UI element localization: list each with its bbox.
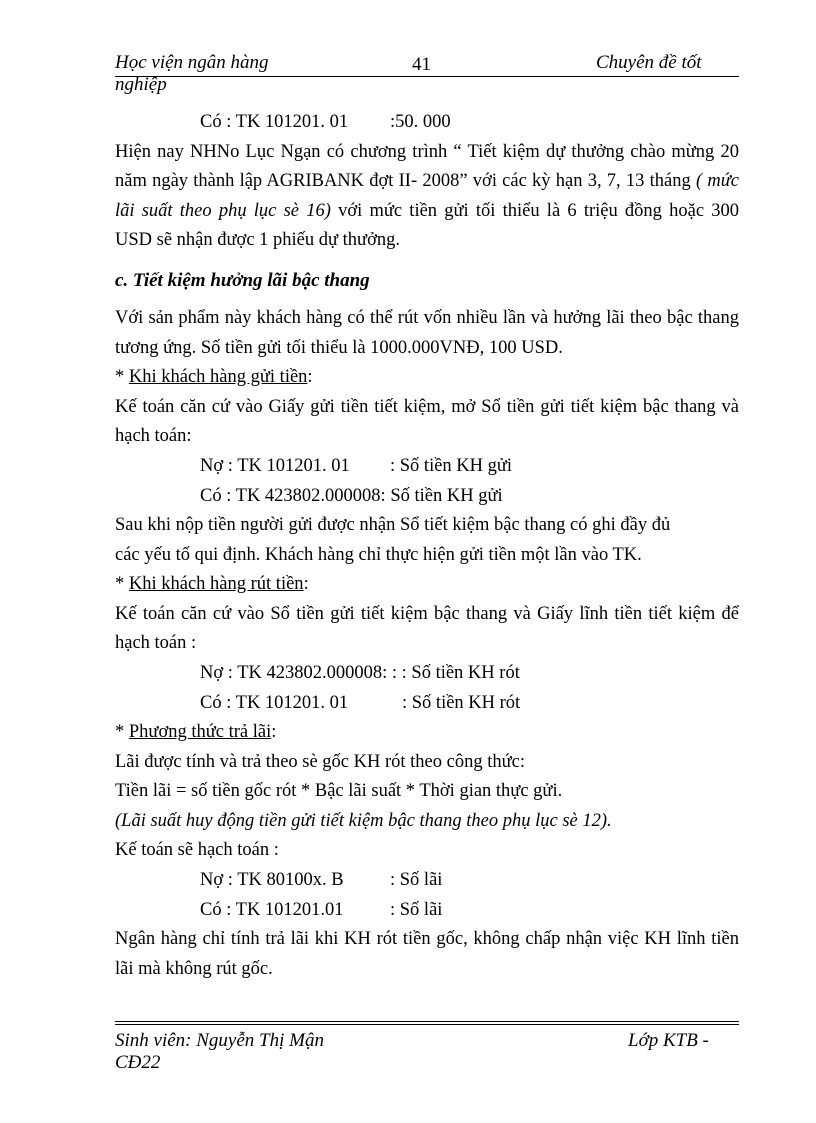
footer-left: Sinh viên: Nguyễn Thị Mận — [115, 1030, 324, 1051]
paragraph-line: Ngân hàng chỉ tính trả lãi khi KH rót tiền gốc, không chấp nhận việc KH lĩnh tiền — [115, 929, 739, 949]
entry-note: : Số tiền KH rót — [402, 693, 521, 713]
paragraph-line: Kế toán căn cứ vào Giấy gửi tiền tiết kiệm, mở Sổ tiền gửi tiết kiệm bậc thang và — [115, 397, 739, 417]
paragraph-line: Kế toán căn cứ vào Sổ tiền gửi tiết kiệm bậc thang và Giấy lĩnh tiền tiết kiệm để — [115, 604, 739, 624]
bullet-star: * — [115, 574, 129, 594]
entry-line: Có : TK 423802.000008: Số tiền KH gửi — [200, 486, 503, 506]
note-line: (Lãi suất huy động tiền gửi tiết kiệm bậc thang theo phụ lục sè 12). — [115, 811, 612, 831]
subsection-title: Khi khách hàng gửi tiền — [128, 367, 308, 387]
entry-line — [200, 866, 443, 896]
italic-run: ( mức — [695, 171, 739, 191]
entry-account: Có : TK 101201. 01 — [200, 112, 349, 132]
colon: : — [271, 722, 277, 742]
subsection-title: Phương thức trả lãi — [128, 722, 272, 742]
bullet-star: * — [115, 722, 129, 742]
italic-run: lãi suất theo phụ lục sè 16) — [115, 201, 331, 221]
entry-line — [200, 452, 513, 482]
header-right-cont: nghiệp — [115, 74, 167, 95]
entry-line — [200, 108, 451, 138]
entry-amount: :50. 000 — [390, 112, 451, 132]
header-right: Chuyên đề tốt — [596, 52, 702, 73]
header-left: Học viện ngân hàng — [115, 52, 269, 73]
footer-rule-bottom — [115, 1024, 739, 1025]
footer-right: Lớp KTB - — [628, 1030, 709, 1051]
entry-account: Có : TK 101201.01 — [200, 900, 344, 920]
paragraph-line: các yếu tố qui định. Khách hàng chỉ thực hiện gửi tiền một lần vào TK. — [115, 545, 642, 565]
section-heading: c. Tiết kiệm hưởng lãi bậc thang — [115, 270, 370, 291]
entry-line: Nợ : TK 423802.000008: : : Số tiền KH rót — [200, 663, 520, 683]
paragraph-line: USD sẽ nhận được 1 phiếu dự thưởng. — [115, 230, 400, 250]
paragraph-line: hạch toán : — [115, 633, 197, 653]
text-run: với mức tiền gửi tối thiểu là 6 triệu đồng hoặc 300 — [338, 201, 740, 221]
colon: : — [307, 367, 313, 387]
paragraph-line — [115, 167, 739, 197]
entry-account: Nợ : TK 101201. 01 — [200, 456, 350, 476]
entry-note: : Số tiền KH gửi — [390, 456, 513, 476]
paragraph-line: Lãi được tính và trả theo sè gốc KH rót theo công thức: — [115, 752, 525, 772]
bullet-star: * — [115, 367, 129, 387]
paragraph-line: Với sản phẩm này khách hàng có thể rút vốn nhiều lần và hưởng lãi theo bậc thang — [115, 308, 739, 328]
colon: : — [303, 574, 309, 594]
entry-account: Nợ : TK 80100x. B — [200, 870, 344, 890]
entry-note: : Số lãi — [390, 900, 443, 920]
paragraph-line: hạch toán: — [115, 426, 192, 446]
paragraph-line — [115, 197, 739, 227]
header-rule — [115, 76, 739, 77]
entry-note: : Số lãi — [390, 870, 443, 890]
entry-line — [200, 896, 443, 926]
page-number: 41 — [412, 54, 431, 75]
text-run: năm ngày thành lập AGRIBANK đợt II- 2008” với các kỳ hạn 3, 7, 13 tháng — [115, 171, 691, 191]
paragraph-line: Kế toán sẽ hạch toán : — [115, 840, 279, 860]
formula-line: Tiền lãi = số tiền gốc rót * Bậc lãi suất * Thời gian thực gửi. — [115, 781, 563, 801]
subsection-label — [115, 570, 309, 600]
footer-left-cont: CĐ22 — [115, 1052, 161, 1073]
subsection-title: Khi khách hàng rút tiền — [128, 574, 304, 594]
paragraph-line: Sau khi nộp tiền người gửi được nhận Sổ tiết kiệm bậc thang có ghi đầy đủ — [115, 515, 671, 535]
paragraph-line: lãi mà không rút gốc. — [115, 959, 273, 979]
paragraph-line: Hiện nay NHNo Lục Ngạn có chương trình “ Tiết kiệm dự thưởng chào mừng 20 — [115, 142, 739, 162]
subsection-label — [115, 363, 313, 393]
entry-account: Có : TK 101201. 01 — [200, 693, 349, 713]
footer-rule-top — [115, 1021, 739, 1022]
subsection-label — [115, 718, 276, 748]
paragraph-line: tương ứng. Số tiền gửi tối thiểu là 1000.000VNĐ, 100 USD. — [115, 338, 563, 358]
entry-line — [200, 689, 521, 719]
